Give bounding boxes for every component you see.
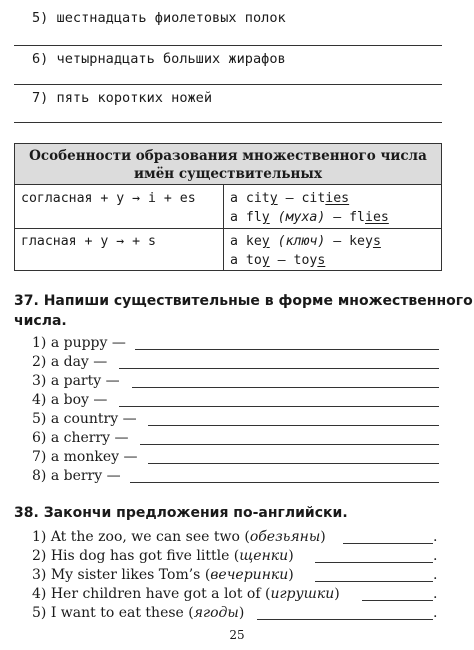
rule-vowel-y: гласная + y → + s: [21, 234, 156, 249]
ex37-item: 4) a boy —: [32, 392, 108, 408]
answer-line[interactable]: [362, 600, 433, 601]
table-header: [15, 144, 441, 185]
grammar-table: [14, 143, 442, 271]
answer-line[interactable]: [315, 562, 433, 563]
ex37-item: 5) a country —: [32, 411, 137, 427]
answer-line[interactable]: [315, 581, 433, 582]
ex37-item: 3) a party —: [32, 373, 120, 389]
table-title-line1: Особенности образования множественного числа: [29, 148, 427, 164]
top-item-6: 6) четырнадцать больших жирафов: [32, 51, 286, 67]
table-title-line2: имён существительных: [133, 166, 323, 182]
answer-line[interactable]: [119, 406, 439, 407]
ex37-item: 7) a monkey —: [32, 449, 138, 465]
period: .: [433, 529, 438, 545]
example-fly: a fly (муха) — flies: [230, 210, 389, 225]
period: .: [433, 567, 438, 583]
ex38-item: 4) Her children have got a lot of (игрушки): [32, 586, 340, 602]
top-item-5: 5) шестнадцать фиолетовых полок: [32, 10, 286, 26]
page-number: 25: [229, 628, 245, 642]
ex38-item: 1) At the zoo, we can see two (обезьяны): [32, 529, 326, 545]
answer-line[interactable]: [135, 349, 439, 350]
ex37-item: 2) a day —: [32, 354, 108, 370]
ex37-item: 8) a berry —: [32, 468, 121, 484]
example-key: a key (ключ) — keys: [230, 234, 381, 249]
ex37-item: 1) a puppy —: [32, 335, 126, 351]
exercise-37-heading-cont: числа.: [14, 313, 67, 329]
ex38-item: 5) I want to eat these (ягоды): [32, 605, 245, 621]
answer-line[interactable]: [140, 444, 439, 445]
answer-line[interactable]: [132, 387, 439, 388]
answer-line[interactable]: [148, 463, 439, 464]
answer-line[interactable]: [130, 482, 439, 483]
exercise-37-heading: 37. Напиши существительные в форме множественного: [14, 293, 473, 309]
top-item-7: 7) пять коротких ножей: [32, 90, 213, 106]
answer-line[interactable]: [14, 45, 442, 46]
answer-line[interactable]: [14, 122, 442, 123]
period: .: [433, 605, 438, 621]
ex38-item: 3) My sister likes Tom’s (вечеринки): [32, 567, 294, 583]
answer-line[interactable]: [257, 619, 433, 620]
ex38-item: 2) His dog has got five little (щенки): [32, 548, 294, 564]
answer-line[interactable]: [14, 84, 442, 85]
answer-line[interactable]: [343, 543, 433, 544]
period: .: [433, 586, 438, 602]
period: .: [433, 548, 438, 564]
answer-line[interactable]: [119, 368, 439, 369]
rule-consonant-y: согласная + y → i + es: [21, 191, 196, 206]
example-toy: a toy — toys: [230, 253, 326, 268]
example-city: a city — cities: [230, 191, 350, 206]
ex37-item: 6) a cherry —: [32, 430, 129, 446]
exercise-38-heading: 38. Закончи предложения по-английски.: [14, 505, 348, 521]
table-divider: [15, 228, 441, 229]
answer-line[interactable]: [148, 425, 439, 426]
